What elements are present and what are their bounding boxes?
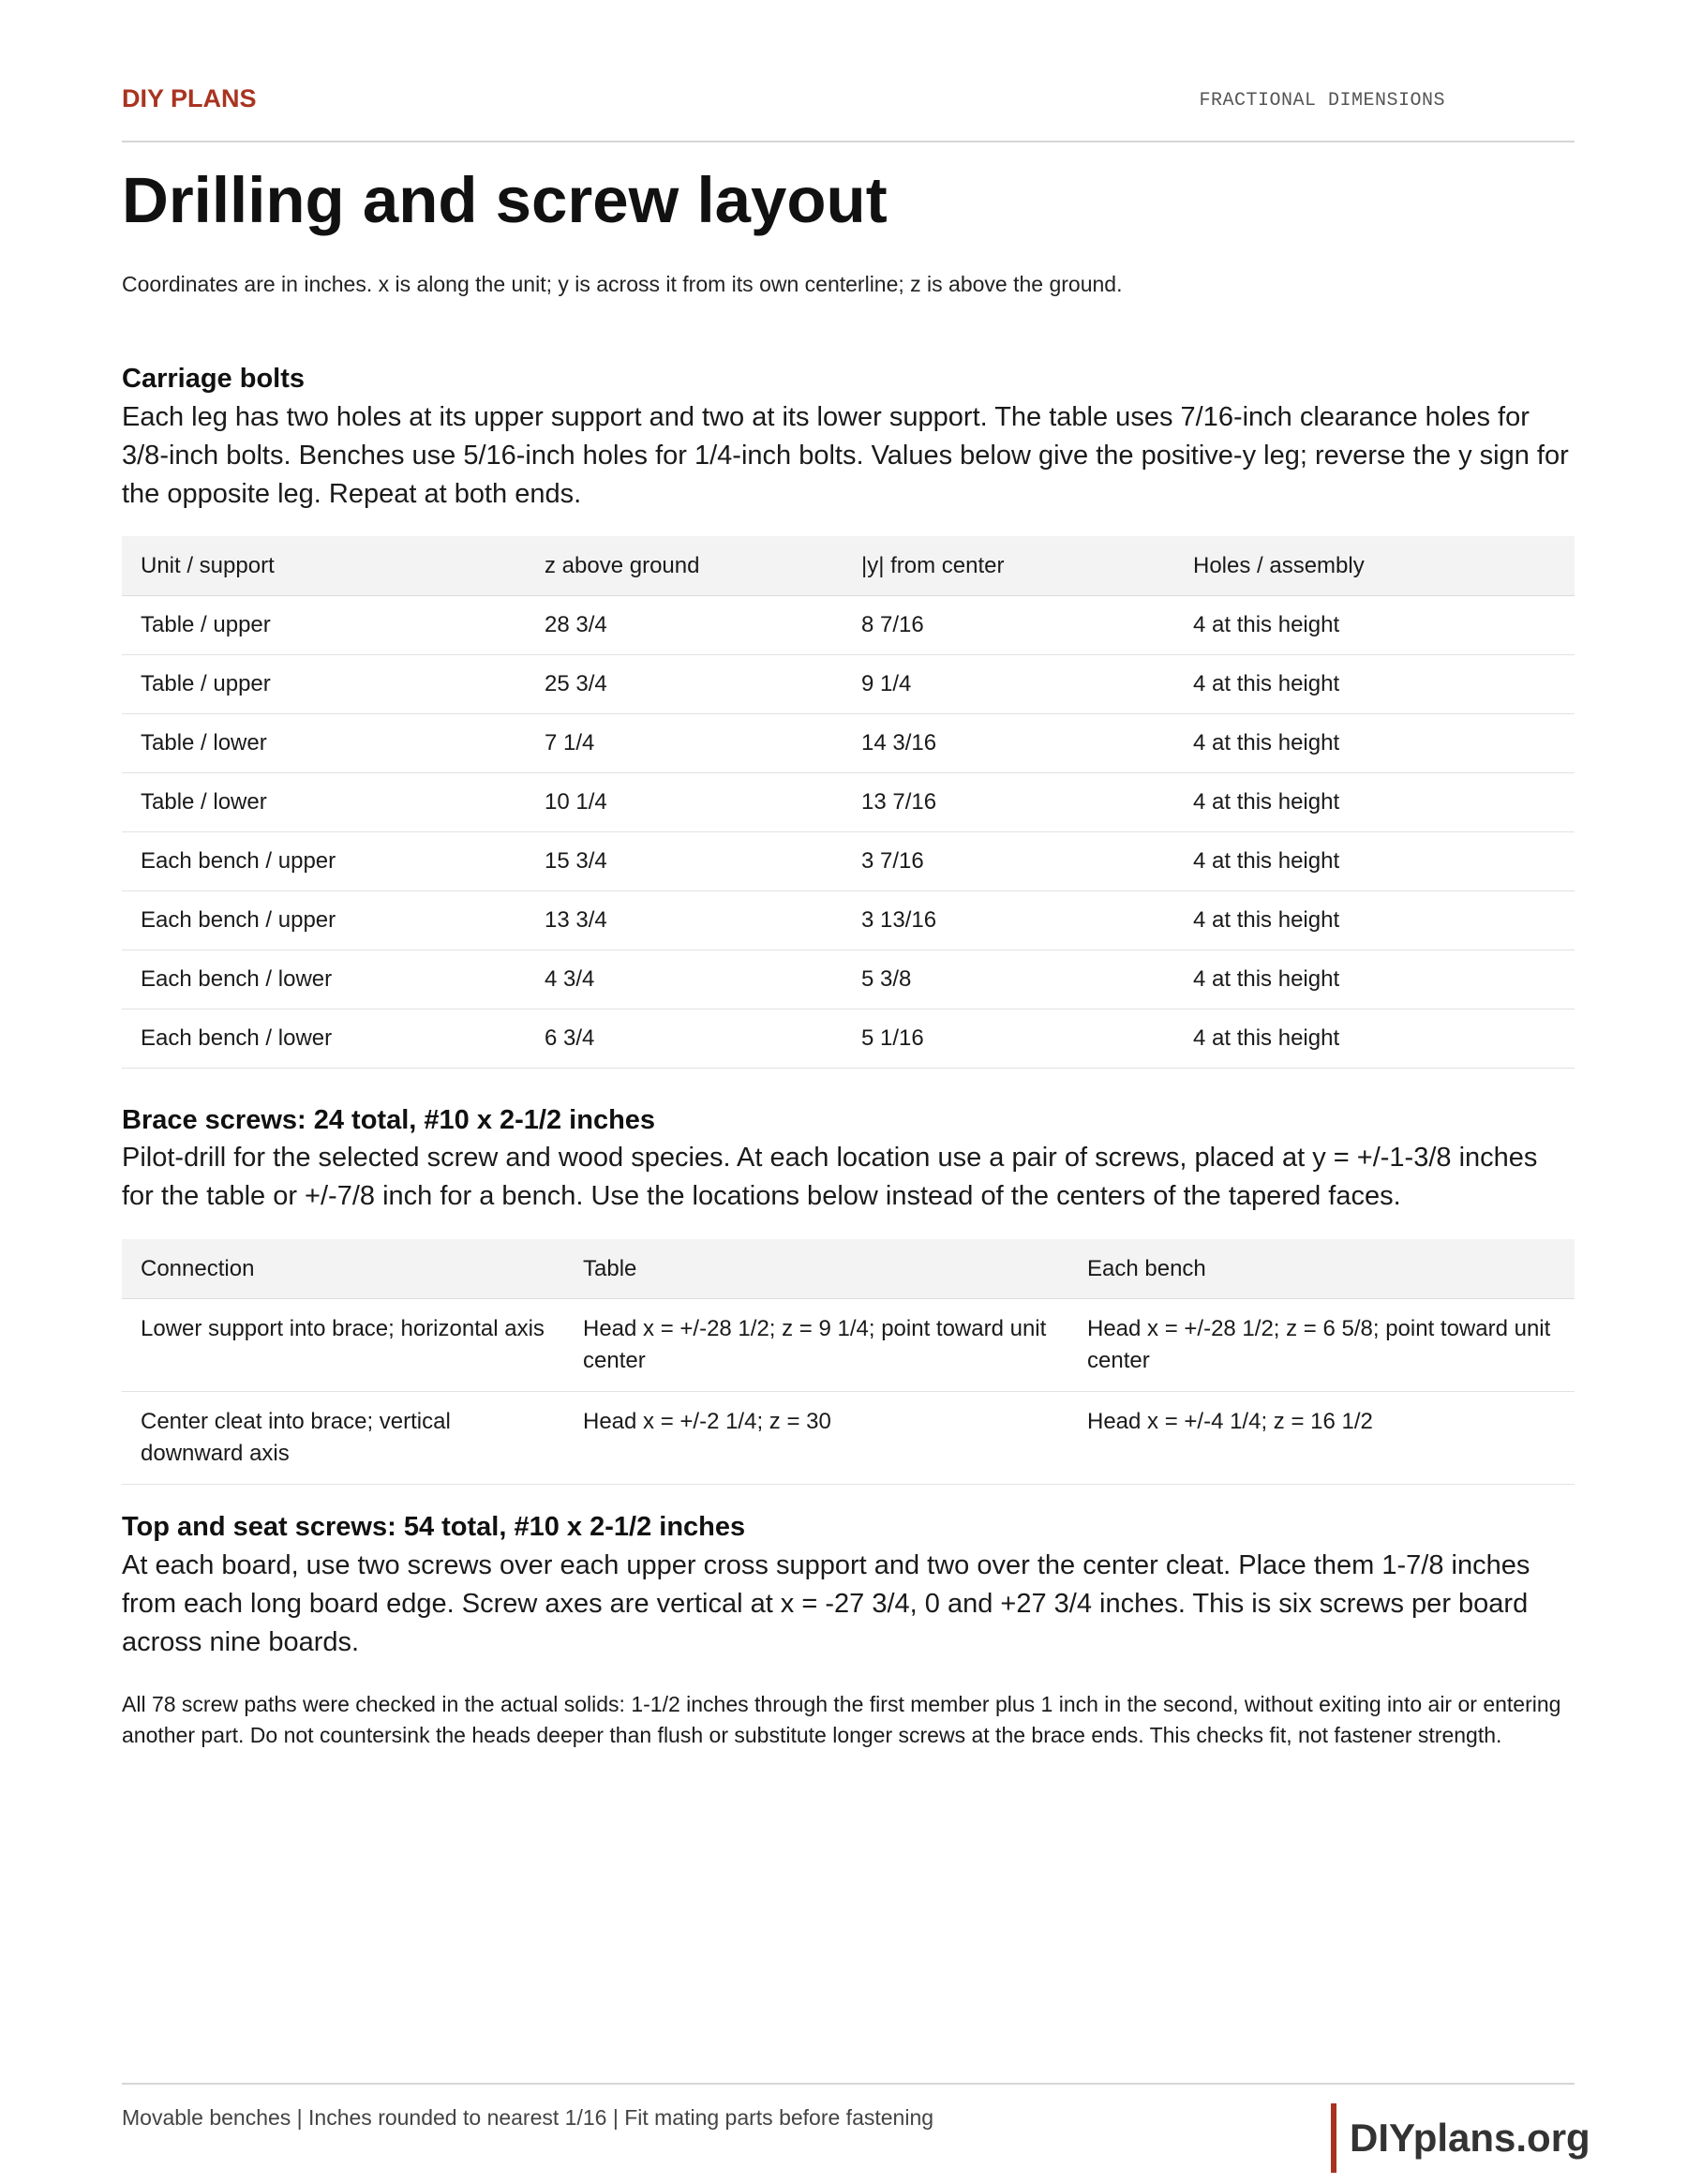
table-cell: 13 3/4 — [526, 891, 843, 950]
table-header-row — [122, 1239, 1575, 1299]
table-cell: 4 at this height — [1174, 891, 1575, 950]
table-cell: Each bench / lower — [122, 1010, 526, 1069]
verification-note: All 78 screw paths were checked in the actual solids: 1-1/2 inches through the first member plus 1 inch in the second, without exiting into air or entering another part. Do not countersink the heads deeper than flush or substitute longer screws at the brace ends. This checks fit, not fastener strength. — [122, 1692, 1561, 1747]
table-cell: 3 13/16 — [843, 891, 1174, 950]
table-cell: Lower support into brace; horizontal axis — [122, 1299, 564, 1392]
table-cell: 8 7/16 — [843, 596, 1174, 655]
carriage-bolts-body: Each leg has two holes at its upper support and two at its lower support. The table uses 7/16-inch clearance holes for 3/8-inch bolts. Benches use 5/16-inch holes for 1/4-inch bolts. Values below give the positive-y leg; reverse the y sign for the opposite leg. Repeat at both ends. — [122, 402, 1569, 509]
column-header: z above ground — [526, 536, 843, 596]
table-row — [122, 891, 1575, 950]
table-cell: Center cleat into brace; vertical downward axis — [122, 1392, 564, 1485]
table-cell: Each bench / upper — [122, 832, 526, 891]
table-cell: Head x = +/-4 1/4; z = 16 1/2 — [1068, 1392, 1575, 1485]
table-row — [122, 655, 1575, 714]
column-header: Table — [564, 1239, 1068, 1299]
table-cell: Table / lower — [122, 773, 526, 832]
carriage-bolts-table — [122, 536, 1575, 1069]
column-header: Connection — [122, 1239, 564, 1299]
page-title: Drilling and screw layout — [122, 164, 888, 236]
table-cell: 4 at this height — [1174, 950, 1575, 1010]
table-cell: Head x = +/-28 1/2; z = 9 1/4; point toward unit center — [564, 1299, 1068, 1392]
table-cell: 5 1/16 — [843, 1010, 1174, 1069]
table-cell: Head x = +/-28 1/2; z = 6 5/8; point toward unit center — [1068, 1299, 1575, 1392]
table-cell: 3 7/16 — [843, 832, 1174, 891]
brace-screws-body: Pilot-drill for the selected screw and wood species. At each location use a pair of screws, placed at y = +/-1-3/8 inches for the table or +/-7/8 inch for a bench. Use the locations below instead of the centers of the tapered faces. — [122, 1143, 1538, 1211]
column-header: Each bench — [1068, 1239, 1575, 1299]
table-row — [122, 832, 1575, 891]
column-header: |y| from center — [843, 536, 1174, 596]
intro-text: Coordinates are in inches. x is along the unit; y is across it from its own centerline; z is above the ground. — [122, 272, 1123, 296]
top-seat-screws-heading: Top and seat screws: 54 total, #10 x 2-1/2 inches — [122, 1512, 746, 1542]
carriage-bolts-heading: Carriage bolts — [122, 364, 305, 394]
table-cell: 7 1/4 — [526, 714, 843, 773]
table-cell: Head x = +/-2 1/4; z = 30 — [564, 1392, 1068, 1485]
table-row — [122, 1299, 1575, 1392]
table-header-row — [122, 536, 1575, 596]
table-cell: 15 3/4 — [526, 832, 843, 891]
table-cell: Table / upper — [122, 596, 526, 655]
table-cell: Table / upper — [122, 655, 526, 714]
header-right-label: FRACTIONAL DIMENSIONS — [1199, 90, 1445, 112]
table-cell: 9 1/4 — [843, 655, 1174, 714]
table-cell: 25 3/4 — [526, 655, 843, 714]
table-cell: 4 at this height — [1174, 1010, 1575, 1069]
page — [122, 0, 1590, 2184]
table-row — [122, 773, 1575, 832]
table-cell: 4 at this height — [1174, 714, 1575, 773]
table-cell: 4 at this height — [1174, 832, 1575, 891]
page-footer — [122, 2083, 1590, 2160]
brand-label: DIY PLANS — [122, 84, 257, 112]
table-row — [122, 1010, 1575, 1069]
table-cell: 13 7/16 — [843, 773, 1174, 832]
table-cell: 4 at this height — [1174, 773, 1575, 832]
brace-screws-table — [122, 1239, 1575, 1485]
table-cell: 4 at this height — [1174, 655, 1575, 714]
table-row — [122, 1392, 1575, 1485]
page-header — [122, 82, 1575, 142]
diyplans-logo: DIYplans.org — [1331, 2103, 1590, 2173]
table-cell: 5 3/8 — [843, 950, 1174, 1010]
table-cell: 28 3/4 — [526, 596, 843, 655]
table-row — [122, 714, 1575, 773]
table-row — [122, 950, 1575, 1010]
table-cell: Each bench / upper — [122, 891, 526, 950]
table-cell: 10 1/4 — [526, 773, 843, 832]
column-header: Holes / assembly — [1174, 536, 1575, 596]
top-seat-screws-body: At each board, use two screws over each upper cross support and two over the center cleat. Place them 1-7/8 inches from each long board edge. Screw axes are vertical at x = -27 3/4, 0 and +27 3/4 inches. This is six screws per board across nine boards. — [122, 1550, 1530, 1657]
table-cell: 4 3/4 — [526, 950, 843, 1010]
column-header: Unit / support — [122, 536, 526, 596]
footer-text: Movable benches | Inches rounded to nearest 1/16 | Fit mating parts before fastening — [122, 2105, 934, 2130]
table-cell: 4 at this height — [1174, 596, 1575, 655]
table-cell: 14 3/16 — [843, 714, 1174, 773]
brace-screws-heading: Brace screws: 24 total, #10 x 2-1/2 inches — [122, 1105, 656, 1135]
table-cell: Table / lower — [122, 714, 526, 773]
table-row — [122, 596, 1575, 655]
table-cell: 6 3/4 — [526, 1010, 843, 1069]
table-cell: Each bench / lower — [122, 950, 526, 1010]
